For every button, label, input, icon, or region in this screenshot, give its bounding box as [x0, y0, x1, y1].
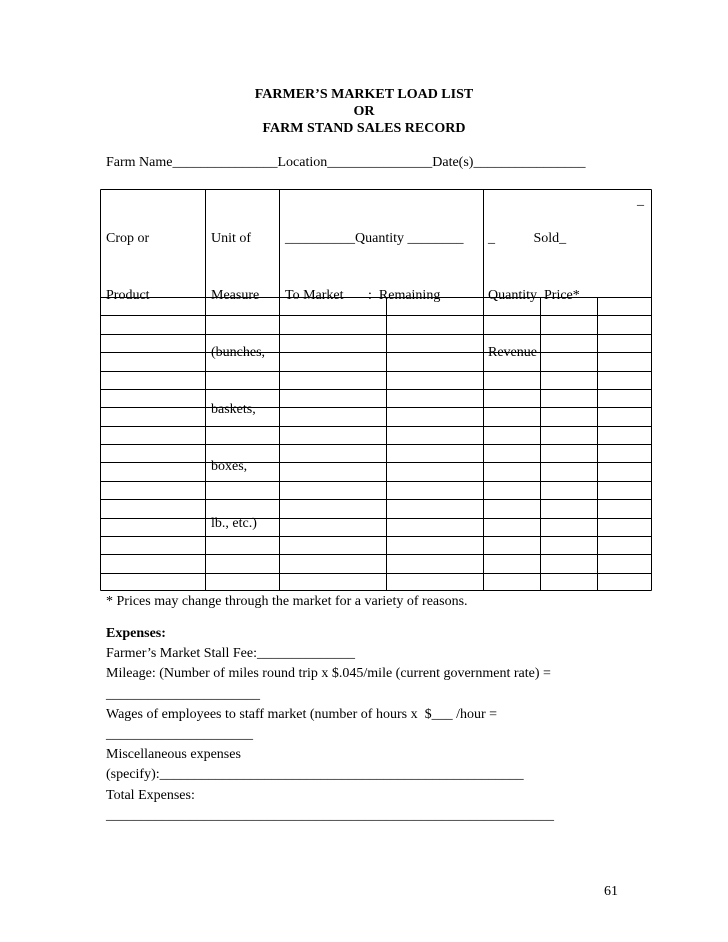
expenses-section [106, 624, 554, 826]
document-title [0, 86, 728, 137]
header-unit [211, 191, 265, 571]
wages-line: Wages of employees to staff market (number of hours x $___ /hour = [106, 706, 498, 722]
header-crop-line: Product [106, 288, 150, 303]
header-unit-line: Unit of [211, 231, 252, 246]
header-crop [106, 191, 150, 343]
title-line-1: FARMER’S MARKET LOAD LIST [254, 87, 474, 102]
expenses-title: Expenses: [106, 626, 166, 641]
price-footnote: * Prices may change through the market for a variety of reasons. [106, 594, 468, 609]
mileage-line: Mileage: (Number of miles round trip x $.045/mile (current government rate) = [106, 666, 551, 682]
header-sold-trailing: _ [637, 193, 644, 208]
header-quantity-line: __________Quantity ________ [285, 231, 464, 246]
header-quantity-line: To Market : Remaining [285, 288, 441, 303]
header-unit-line: lb., etc.) [211, 516, 257, 531]
misc-specify-line: (specify):____________________________________________________ [106, 767, 524, 783]
header-sold-line: _ Sold_ [488, 231, 567, 246]
header-sold-line: Revenue [488, 345, 537, 360]
header-crop-line: Crop or [106, 231, 150, 246]
mileage-blank: ______________________ [106, 686, 260, 702]
header-sold-line: Quantity Price* [488, 288, 580, 303]
title-line-3: FARM STAND SALES RECORD [262, 121, 466, 136]
header-unit-line: Measure [211, 288, 260, 303]
wages-blank: _____________________ [106, 727, 253, 743]
misc-line: Miscellaneous expenses [106, 747, 241, 763]
load-list-table [100, 189, 652, 591]
header-unit-line: baskets, [211, 402, 256, 417]
total-line: Total Expenses: [106, 787, 195, 803]
header-sold [488, 191, 580, 400]
header-unit-line: boxes, [211, 459, 248, 474]
stall-fee-line: Farmer’s Market Stall Fee:______________ [106, 646, 355, 662]
header-unit-line: (bunches, [211, 345, 266, 360]
farm-info-line: Farm Name_______________Location_______________Date(s)________________ [106, 155, 586, 170]
page-number: 61 [604, 884, 618, 899]
header-quantity [285, 191, 464, 343]
title-line-2: OR [353, 104, 375, 119]
total-blank: ________________________________________________________________ [106, 807, 554, 823]
